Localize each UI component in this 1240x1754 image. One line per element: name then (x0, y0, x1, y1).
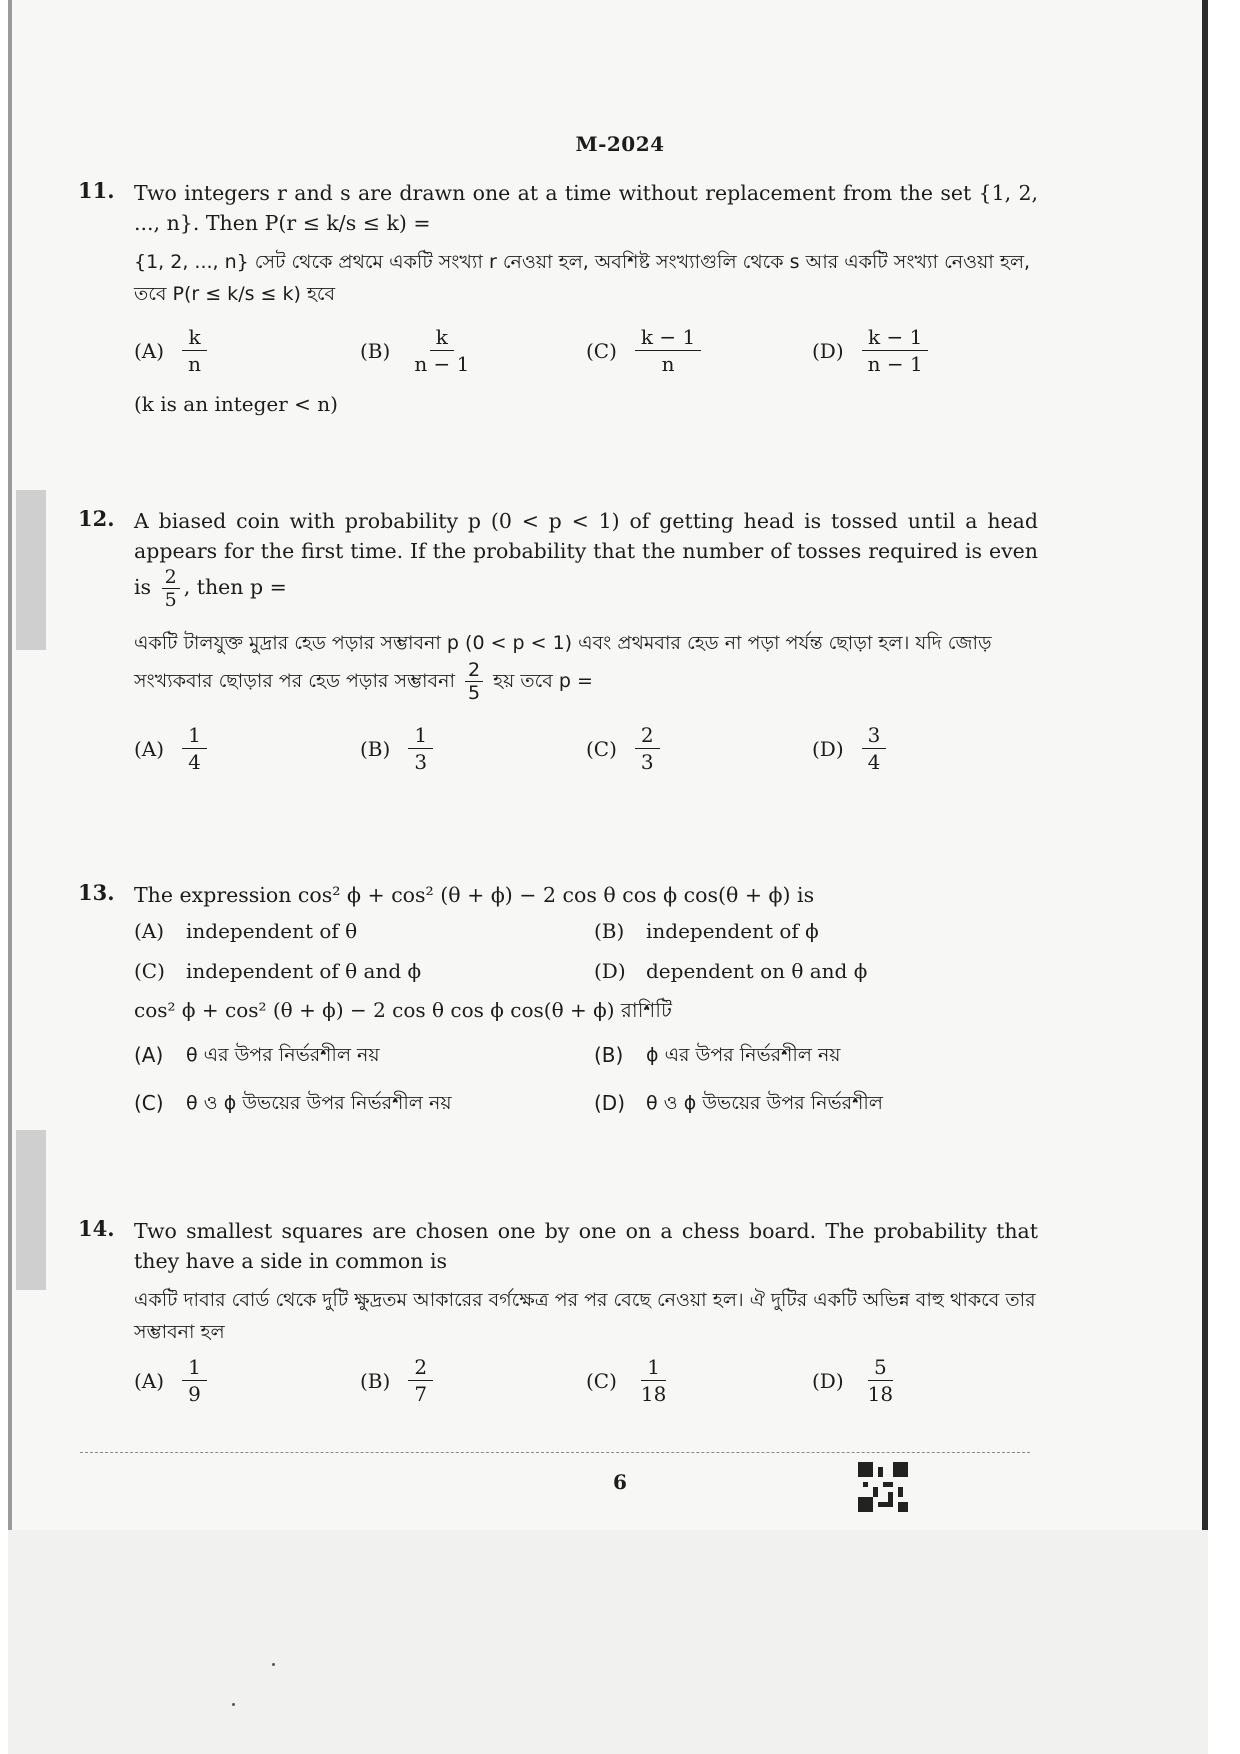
question-14 (78, 1216, 1038, 1407)
inline-fraction (465, 659, 483, 704)
option-fraction (408, 1354, 433, 1407)
numerator: 2 (408, 1354, 433, 1381)
paper-lower-margin (8, 1530, 1208, 1754)
numerator: 5 (868, 1354, 893, 1381)
option-fraction (635, 1354, 672, 1407)
option-b (360, 722, 586, 775)
english-text-part1: A biased coin with probability p (0 < p < 1) of getting head is tossed until a head appears for the first time. If the probability that the number of tosses required is even is (134, 509, 1038, 599)
binding-strip-top (16, 490, 46, 650)
option-a (134, 722, 360, 775)
qr-code-icon (858, 1462, 908, 1512)
denominator: n (661, 352, 675, 376)
denominator: 3 (414, 750, 428, 774)
option-label: (D) (812, 736, 844, 761)
denominator: 4 (188, 750, 201, 774)
question-number: 11. (78, 178, 115, 203)
option-text: θ ও ϕ উভয়ের উপর নির্ভরশীল নয় (186, 1092, 452, 1114)
option-fraction (408, 324, 475, 377)
option-label: (D) (594, 1091, 626, 1115)
options (134, 1354, 1038, 1407)
option-text: θ ও ϕ উভয়ের উপর নির্ভরশীল (646, 1092, 883, 1114)
options (134, 722, 1038, 775)
numerator: k − 1 (635, 324, 701, 351)
options-bengali (134, 1040, 1038, 1118)
option-label: (C) (586, 1368, 617, 1393)
question-11 (78, 178, 1038, 419)
option-label: (A) (134, 1368, 165, 1393)
denominator: n − 1 (867, 352, 923, 376)
option-label: (B) (360, 1368, 391, 1393)
denominator: 18 (867, 1382, 894, 1406)
numerator: k (430, 324, 454, 351)
numerator: 1 (408, 722, 433, 749)
question-number: 14. (78, 1216, 115, 1241)
option-text: θ এর উপর নির্ভরশীল নয় (186, 1044, 380, 1066)
binding-strip-bottom (16, 1130, 46, 1290)
option-fraction (862, 722, 887, 775)
question-text-bengali: একটি দাবার বোর্ড থেকে দুটি ক্ষুদ্রতম আকারের বর্গক্ষেত্র পর পর বেছে নেওয়া হল। ঐ দুটির একটি অভিন্ন বাহু থাকবে তার সম্ভাবনা হল (134, 1289, 1036, 1343)
question-text-english: The expression cos² ϕ + cos² (θ + ϕ) − 2 cos θ cos ϕ cos(θ + ϕ) is (134, 883, 815, 907)
numerator: 2 (465, 659, 483, 682)
option-text: dependent on θ and ϕ (646, 959, 868, 983)
option-d (812, 722, 1038, 775)
option-fraction (408, 722, 433, 775)
denominator: 5 (164, 589, 177, 611)
option-label: (B) (594, 1043, 624, 1067)
question-12 (78, 506, 1038, 775)
bengali-text-part1: একটি টালযুক্ত মুদ্রার হেড পড়ার সম্ভাবনা p (0 < p < 1) এবং প্রথমবার হেড না পড়া পর্যন্ত ছোড়া হল। যদি জোড় সংখ্যকবার ছোড়ার পর হেড পড়ার সম্ভাবনা (134, 632, 992, 692)
option-label: (C) (586, 736, 617, 761)
option-fraction (862, 324, 929, 377)
numerator: 1 (641, 1354, 666, 1381)
numerator: k (182, 324, 206, 351)
option-a (134, 1040, 594, 1070)
option-fraction (182, 1354, 207, 1407)
denominator: 5 (468, 682, 481, 704)
option-fraction (862, 1354, 899, 1407)
option-d (594, 1088, 1054, 1118)
option-d (812, 324, 1038, 377)
question-text-bengali (134, 627, 1038, 704)
option-a (134, 1354, 360, 1407)
denominator: 3 (640, 750, 654, 774)
numerator: 3 (862, 722, 887, 749)
option-fraction (635, 324, 701, 377)
paper-code: M-2024 (575, 132, 665, 156)
option-fraction (182, 324, 207, 377)
option-b (594, 916, 1054, 946)
option-label: (C) (586, 338, 617, 363)
denominator: 4 (867, 750, 881, 774)
denominator: 7 (414, 1382, 428, 1406)
question-note: (k is an integer < n) (134, 392, 338, 416)
option-c (134, 956, 594, 986)
inline-fraction (162, 566, 180, 611)
option-text: independent of θ and ϕ (186, 959, 422, 983)
numerator: 1 (182, 1354, 207, 1381)
option-label: (A) (134, 1043, 164, 1067)
option-a (134, 324, 360, 377)
bengali-text-part2: হয় তবে p = (493, 670, 593, 692)
question-13 (78, 880, 1038, 1118)
option-c (134, 1088, 594, 1118)
option-label: (D) (594, 959, 626, 983)
option-label: (C) (134, 1091, 164, 1115)
option-c (586, 324, 812, 377)
option-label: (A) (134, 919, 165, 943)
option-text: ϕ এর উপর নির্ভরশীল নয় (646, 1044, 841, 1066)
option-label: (D) (812, 1368, 844, 1393)
option-b (360, 324, 586, 377)
option-label: (B) (360, 338, 391, 363)
denominator: n − 1 (414, 352, 470, 376)
speck (232, 1703, 235, 1706)
question-number: 12. (78, 506, 115, 531)
question-text-bengali: cos² ϕ + cos² (θ + ϕ) − 2 cos θ cos ϕ cos(θ + ϕ) রাশিটি (134, 998, 672, 1022)
option-fraction (182, 722, 207, 775)
denominator: n (188, 352, 201, 376)
question-text-english (134, 506, 1038, 611)
option-label: (B) (594, 919, 625, 943)
denominator: 9 (188, 1382, 201, 1406)
option-a (134, 916, 594, 946)
options (134, 324, 1038, 377)
option-label: (B) (360, 736, 391, 761)
page-number: 6 (613, 1470, 627, 1494)
english-text-part2: , then p = (183, 575, 287, 599)
numerator: 1 (182, 722, 207, 749)
option-text: independent of ϕ (646, 919, 819, 943)
option-label: (A) (134, 338, 165, 363)
numerator: 2 (162, 566, 180, 589)
denominator: 18 (640, 1382, 667, 1406)
option-c (586, 722, 812, 775)
options-english (134, 916, 1038, 986)
question-number: 13. (78, 880, 115, 905)
option-label: (D) (812, 338, 844, 363)
numerator: 2 (635, 722, 660, 749)
footer-divider (80, 1452, 1030, 1453)
option-b (594, 1040, 1054, 1070)
option-c (586, 1354, 812, 1407)
question-text-bengali: {1, 2, ..., n} সেট থেকে প্রথমে একটি সংখ্যা r নেওয়া হল, অবশিষ্ট সংখ্যাগুলি থেকে s আর একটি সংখ্যা নেওয়া হল, তবে P(r ≤ k/s ≤ k) হবে (134, 251, 1031, 305)
option-text: independent of θ (186, 919, 358, 943)
numerator: k − 1 (862, 324, 928, 351)
question-text-english: Two smallest squares are chosen one by one on a chess board. The probability that they have a side in common is (134, 1219, 1038, 1273)
option-d (594, 956, 1054, 986)
option-b (360, 1354, 586, 1407)
option-fraction (635, 722, 660, 775)
option-label: (C) (134, 959, 165, 983)
option-label: (A) (134, 736, 165, 761)
question-text-english: Two integers r and s are drawn one at a time without replacement from the set {1, 2, ..., n}. Then P(r ≤ k/s ≤ k) = (134, 181, 1038, 235)
option-d (812, 1354, 1038, 1407)
speck (272, 1663, 275, 1666)
